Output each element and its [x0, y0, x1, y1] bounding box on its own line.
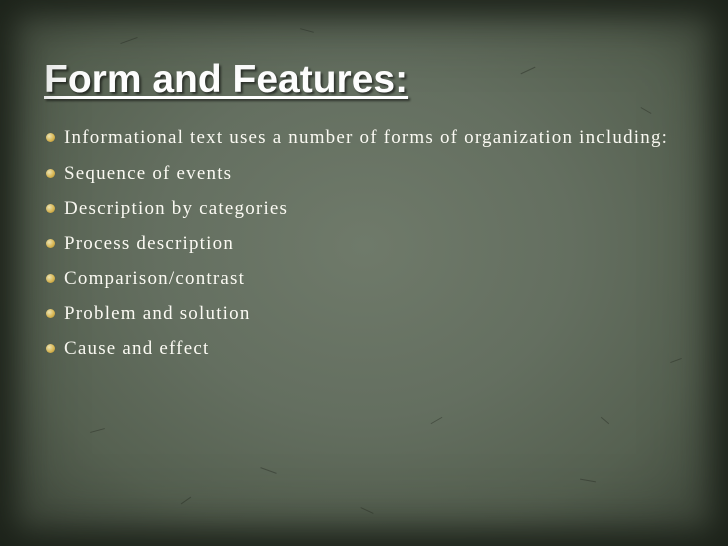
list-item-text: Cause and effect — [64, 338, 210, 359]
list-item — [44, 267, 694, 290]
list-item-text: Problem and solution — [64, 303, 251, 324]
list-item — [44, 126, 694, 149]
bullet-icon — [46, 344, 55, 353]
list-item-text: Sequence of events — [64, 163, 233, 184]
list-item — [44, 232, 694, 255]
list-item-text: Informational text uses a number of forms of organization including: — [64, 127, 669, 148]
bullet-list — [44, 126, 694, 372]
list-item-text: Process description — [64, 233, 235, 254]
bullet-icon — [46, 239, 55, 248]
bullet-icon — [46, 133, 55, 142]
list-item — [44, 302, 694, 325]
list-item-text: Description by categories — [64, 198, 289, 219]
bullet-icon — [46, 204, 55, 213]
slide-title: Form and Features: — [44, 58, 409, 101]
list-item — [44, 162, 694, 185]
list-item — [44, 197, 694, 220]
bullet-icon — [46, 169, 55, 178]
bullet-icon — [46, 274, 55, 283]
bullet-icon — [46, 309, 55, 318]
list-item-text: Comparison/contrast — [64, 268, 246, 289]
list-item — [44, 337, 694, 360]
